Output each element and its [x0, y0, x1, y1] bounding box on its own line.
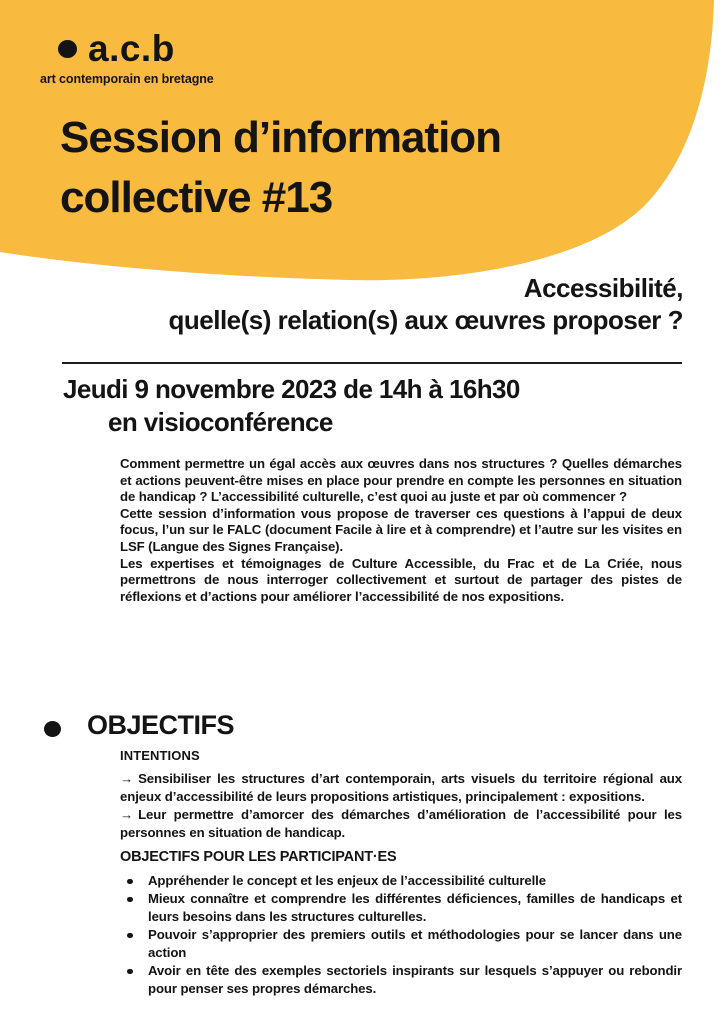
- logo-dot-icon: [58, 40, 77, 58]
- bullet-dot-icon: [127, 969, 133, 975]
- participants-label: OBJECTIFS POUR LES PARTICIPANT·ES: [120, 849, 397, 865]
- subtitle: [63, 272, 683, 336]
- intention-item: [120, 806, 682, 842]
- list-item-text: Appréhender le concept et les enjeux de l’accessibilité culturelle: [148, 873, 546, 888]
- section-dot-icon: [44, 721, 61, 737]
- subtitle-line2: quelle(s) relation(s) aux œuvres proposer ?: [168, 305, 683, 335]
- intentions-list: [120, 770, 682, 842]
- page-title-line2: collective #13: [60, 173, 333, 222]
- list-item: [120, 890, 682, 926]
- intention-item: [120, 770, 682, 806]
- arrow-icon: →: [120, 807, 134, 822]
- list-item-text: Mieux connaître et comprendre les différentes déficiences, familles de handicaps et leurs besoins dans les structures culturelles.: [148, 891, 682, 924]
- bullet-dot-icon: [127, 897, 133, 903]
- logo-brand: a.c.b: [88, 28, 175, 69]
- session-date-line2: en visioconférence: [108, 407, 333, 437]
- list-item-text: Avoir en tête des exemples sectoriels inspirants sur lesquels s’appuyer ou rebondir pour penser ses propres démarches.: [148, 963, 682, 996]
- bullet-dot-icon: [127, 879, 133, 885]
- acb-logo: [40, 30, 214, 86]
- bullet-dot-icon: [127, 933, 133, 939]
- intention-text: Sensibiliser les structures d’art contemporain, arts visuels du territoire régional aux enjeux d’accessibilité de leurs propositions artistiques, principalement : expositions.: [120, 771, 682, 804]
- objectifs-heading: OBJECTIFS: [87, 710, 235, 740]
- logo-row: [40, 30, 214, 68]
- list-item: [120, 872, 682, 890]
- subtitle-line1: Accessibilité,: [523, 273, 683, 303]
- intention-text: Leur permettre d’amorcer des démarches d’amélioration de l’accessibilité pour les personnes en situation de handicap.: [120, 807, 682, 840]
- list-item: [120, 962, 682, 998]
- divider-line: [62, 362, 682, 364]
- participants-bullet-list: [120, 872, 682, 998]
- intentions-label: INTENTIONS: [120, 748, 200, 763]
- list-item: [120, 926, 682, 962]
- list-item-text: Pouvoir s’approprier des premiers outils et méthodologies pour se lancer dans une action: [148, 927, 682, 960]
- intro-text: [120, 456, 682, 605]
- arrow-icon: →: [120, 771, 134, 786]
- session-date-line1: Jeudi 9 novembre 2023 de 14h à 16h30: [63, 374, 520, 404]
- intro-paragraph: Cette session d’information vous propose de traverser ces questions à l’appui de deux focus, l’un sur le FALC (document Facile à lire et à comprendre) et l’autre sur les visites en LSF (Langue des Signes Française).: [120, 505, 682, 554]
- page-title-line1: Session d’information: [60, 113, 502, 162]
- logo-tagline: art contemporain en bretagne: [40, 72, 214, 86]
- intro-paragraph: Comment permettre un égal accès aux œuvres dans nos structures ? Quelles démarches et actions peuvent-être mises en place pour prendre en compte les personnes en situation de handicap ? L’accessibilité culturelle, c’est quoi au juste et par où commencer ?: [120, 456, 682, 505]
- page-title: [60, 108, 501, 228]
- session-date-heading: [63, 373, 520, 439]
- intro-paragraph: Les expertises et témoignages de Culture Accessible, du Frac et de La Criée, nous permettrons de nous interroger collectivement et surtout de partager des pistes de réflexions et d’actions pour améliorer l’accessibilité de nos expositions.: [120, 555, 682, 604]
